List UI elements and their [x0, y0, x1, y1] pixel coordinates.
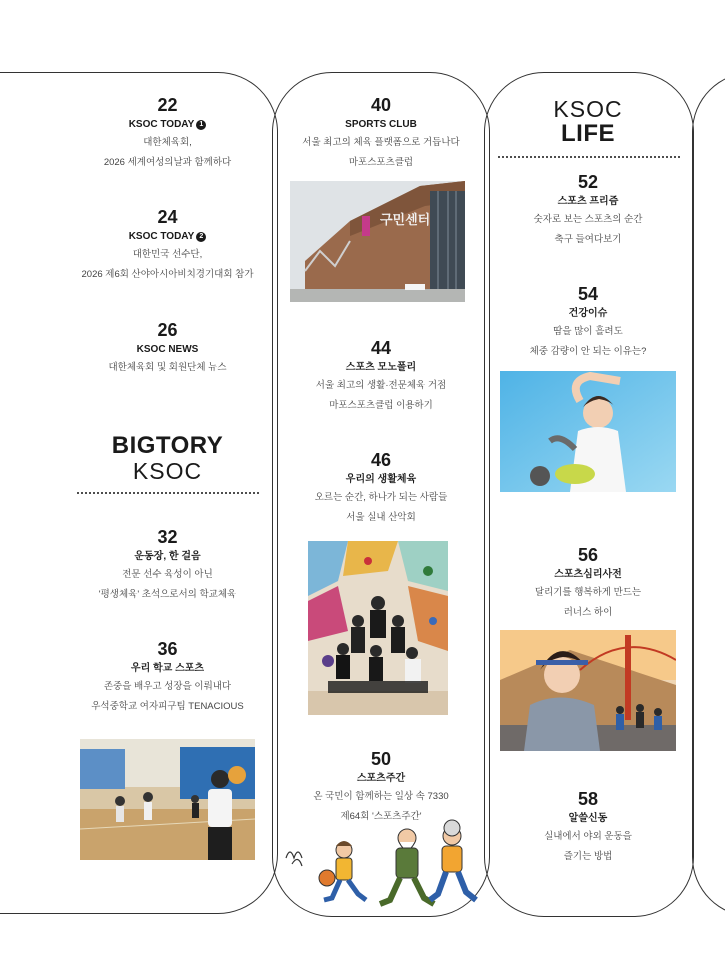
- entry-desc: 전문 선수 육성이 아닌: [122, 569, 213, 580]
- page-number: 46: [370, 450, 392, 470]
- entry-desc: 축구 들여다보기: [554, 234, 622, 245]
- entry-heading: SPORTS CLUB: [345, 119, 417, 130]
- entry-heading: 알쓸신동: [568, 813, 608, 824]
- entry-desc: 달리기를 행복하게 만드는: [534, 587, 642, 598]
- running-family-illustration: [282, 818, 487, 918]
- toc-entry-36[interactable]: [60, 639, 275, 717]
- number-badge: 2: [196, 232, 206, 242]
- entry-desc: 존중을 배우고 성장을 이뤄내다: [103, 681, 232, 692]
- entry-desc: 대한민국 선수단,: [132, 249, 203, 260]
- entry-desc: 온 국민이 함께하는 일상 속 7330: [313, 791, 449, 802]
- section-title-thin: KSOC: [132, 458, 203, 484]
- gym-dodgeball-photo: [80, 739, 255, 860]
- climbing-club-group-photo: [308, 541, 448, 715]
- edge-column-panel: [692, 72, 725, 917]
- toc-entry-26[interactable]: [60, 320, 275, 378]
- entry-desc: 즐기는 방법: [563, 851, 613, 862]
- section-title-thin: KSOC: [553, 96, 623, 122]
- toc-entry-52[interactable]: [488, 172, 688, 250]
- toc-entry-32[interactable]: [60, 527, 275, 605]
- page-number: 24: [157, 207, 178, 227]
- woman-exercise-bike-photo: [500, 371, 676, 492]
- page-number: 26: [157, 320, 178, 340]
- entry-desc: 마포스포츠클럽: [348, 157, 414, 168]
- entry-heading: 운동장, 한 걸음: [134, 551, 201, 562]
- toc-entry-46[interactable]: [276, 450, 486, 528]
- entry-desc: 제64회 '스포츠주간': [340, 811, 422, 822]
- entry-desc: 2026 제6회 산야아시아비치경기대회 참가: [81, 269, 254, 280]
- page-number: 56: [577, 545, 599, 565]
- entry-desc: 땀을 많이 흘려도: [553, 326, 623, 337]
- entry-heading: 우리 학교 스포츠: [130, 663, 205, 674]
- toc-entry-50[interactable]: [276, 749, 486, 827]
- dotted-divider: [76, 491, 260, 495]
- entry-heading: 스포츠 프리즘: [557, 196, 619, 207]
- entry-desc: 서울 최고의 생활·전문체육 거점: [315, 380, 447, 391]
- entry-heading: 스포츠주간: [356, 773, 406, 784]
- entry-heading: KSOC TODAY 2: [60, 230, 275, 243]
- sports-center-building-photo: [290, 181, 465, 302]
- page-number: 44: [370, 338, 392, 358]
- toc-entry-44[interactable]: [276, 338, 486, 416]
- toc-entry-56[interactable]: [488, 545, 688, 623]
- number-badge: 1: [196, 120, 206, 130]
- building-sign-text: 구민센터: [380, 213, 431, 228]
- entry-desc: 우석중학교 여자피구팀 TENACIOUS: [91, 701, 244, 712]
- toc-entry-40[interactable]: [276, 95, 486, 173]
- entry-heading: KSOC NEWS: [136, 344, 199, 355]
- toc-entry-58[interactable]: [488, 789, 688, 867]
- entry-heading: 스포츠심리사전: [554, 569, 622, 580]
- entry-desc: 서울 최고의 체육 플랫폼으로 거듭나다: [302, 137, 460, 148]
- page-number: 40: [370, 95, 392, 115]
- page-number: 36: [157, 639, 178, 659]
- toc-entry-54[interactable]: [488, 284, 688, 362]
- page-number: 22: [157, 95, 178, 115]
- entry-desc: 실내에서 야외 운동을: [544, 831, 632, 842]
- entry-desc: 숫자로 보는 스포츠의 순간: [533, 214, 643, 225]
- page-number: 32: [157, 527, 178, 547]
- entry-desc: 체중 감량이 안 되는 이유는?: [529, 346, 647, 357]
- entry-heading: KSOC TODAY 1: [60, 118, 275, 131]
- entry-heading: 건강이슈: [568, 308, 608, 319]
- entry-desc: 마포스포츠클럽 이용하기: [329, 400, 433, 411]
- page-number: 58: [577, 789, 599, 809]
- toc-entry-22[interactable]: [60, 95, 275, 173]
- toc-entry-24[interactable]: [60, 207, 275, 285]
- entry-desc: 오르는 순간, 하나가 되는 사람들: [314, 492, 448, 503]
- entry-desc: 2026 세계여성의날과 함께하다: [103, 157, 232, 168]
- section-title-ksoc-life: [488, 97, 688, 147]
- section-title-bold: LIFE: [561, 120, 615, 147]
- entry-heading: 스포츠 모노폴리: [345, 362, 417, 373]
- section-title-bold: BIGTORY: [111, 432, 224, 459]
- page-number: 50: [370, 749, 392, 769]
- entry-desc: 서울 실내 산악회: [346, 512, 416, 523]
- page-number: 54: [577, 284, 599, 304]
- dotted-divider: [497, 155, 681, 159]
- section-title-bigtory: [60, 433, 275, 483]
- entry-heading: 우리의 생활체육: [345, 474, 417, 485]
- entry-desc: 러너스 하이: [563, 607, 613, 618]
- entry-desc: 대한체육회,: [143, 137, 192, 148]
- page-number: 52: [577, 172, 599, 192]
- entry-desc: '평생체육' 초석으로서의 학교체육: [98, 589, 237, 600]
- entry-desc: 대한체육회 및 회원단체 뉴스: [108, 362, 227, 373]
- runner-golden-gate-photo: [500, 630, 676, 751]
